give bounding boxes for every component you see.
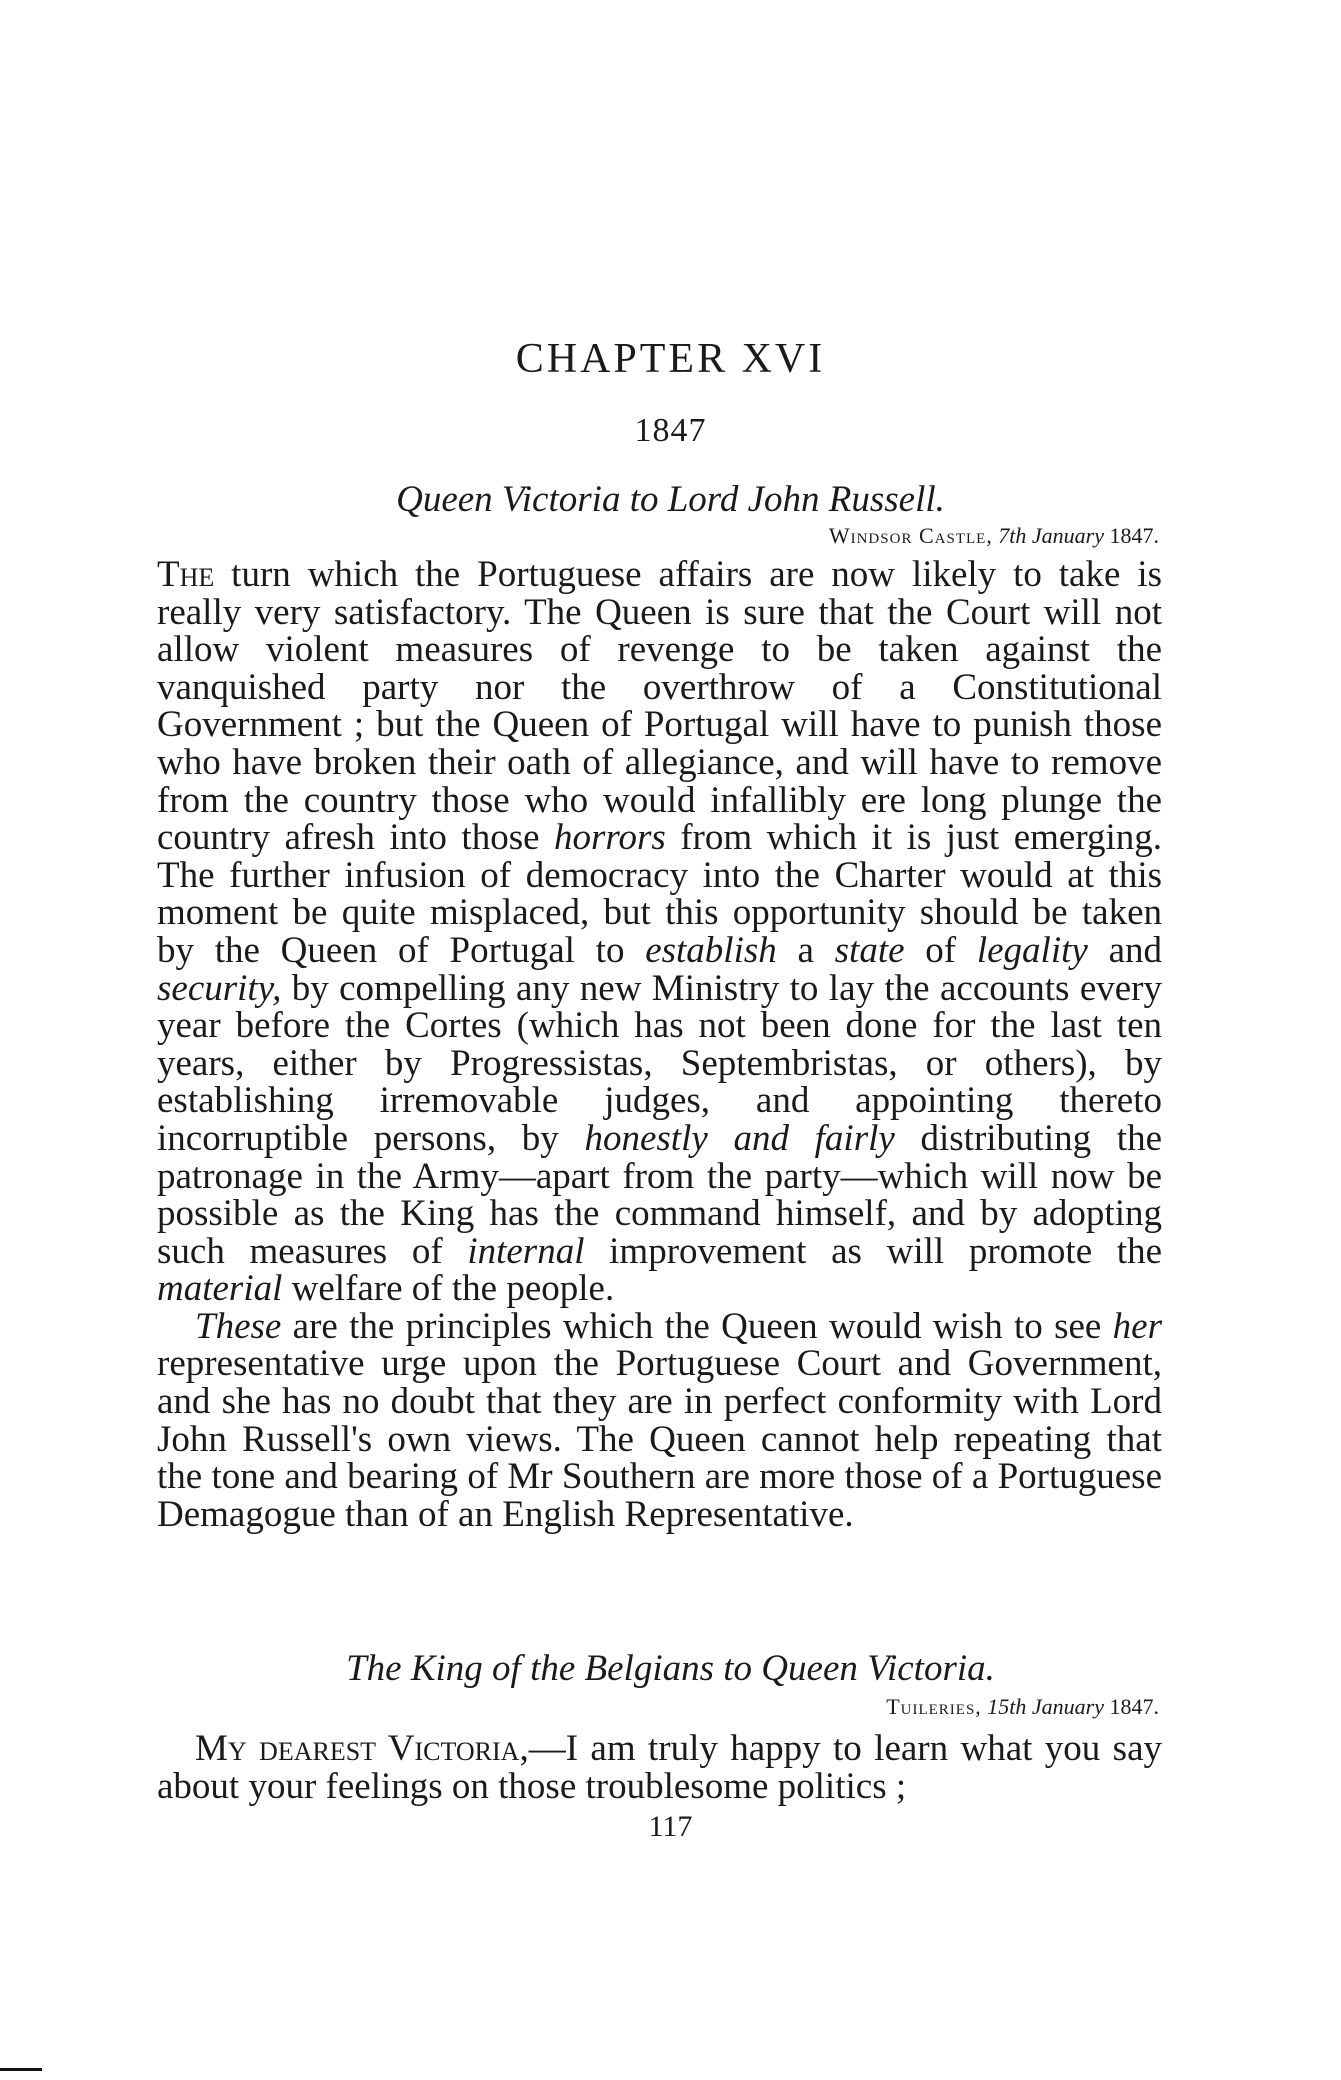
text-run: from which it is just emerging. The further infusion of democracy into the Charter would at this moment be quite misplaced, but this opportunity should be taken by the Queen of Portugal to	[157, 817, 1162, 971]
dateline-year: 1847.	[1109, 523, 1159, 548]
letter-heading: The King of the Belgians to Queen Victoria.	[346, 1648, 995, 1689]
text-run: turn which the Portuguese affairs are now likely to take is really very satisfactory. The Queen is sure that the Court will not allow violent measures of revenge to be taken against the vanquished party nor the overthrow of a Constitutional Government ; but the Queen of Portugal will have to punish those who have broken their oath of allegiance, and will have to remove from the country those who would infallibly ere long plunge the country afresh into those	[157, 554, 1162, 859]
dateline-date: 15th January	[987, 1694, 1104, 1719]
dateline-year: 1847.	[1109, 1694, 1159, 1719]
emphasis: These	[195, 1305, 282, 1347]
emphasis: security,	[157, 967, 282, 1009]
letter-dateline	[829, 523, 1159, 549]
letter-heading: Queen Victoria to Lord John Russell.	[396, 479, 945, 520]
chapter-title: CHAPTER XVI	[515, 336, 826, 382]
salutation: My dearest Victoria,	[195, 1728, 529, 1769]
text-run: distributing the patronage in the Army—apart from the party—which will now be possible as the King has the command himself, and by adopting such measures of	[157, 1117, 1163, 1272]
emphasis: material	[157, 1268, 283, 1310]
paragraph	[157, 556, 1162, 1308]
emphasis: legality	[976, 929, 1088, 971]
emphasis: her	[1112, 1305, 1162, 1347]
text-run: welfare of the people.	[282, 1268, 615, 1310]
page-number: 117	[648, 1810, 693, 1843]
text-run: and	[1087, 929, 1162, 971]
dateline-place: Windsor Castle,	[828, 523, 993, 548]
emphasis: honestly and fairly	[584, 1117, 895, 1159]
chapter-year: 1847	[634, 412, 707, 449]
margin-mark	[0, 2068, 42, 2071]
dateline-date: 7th January	[998, 523, 1104, 548]
emphasis: horrors	[554, 817, 666, 859]
paragraph-lead: The	[157, 554, 215, 595]
text-run: of	[904, 929, 977, 971]
text-run: representative urge upon the Portuguese Court and Government, and she has no doubt that they are in perfect conformity with Lord John Russell's own views. The Queen cannot help repeating that the tone and bearing of Mr Southern are more those of a Portuguese Demagogue than of an English Representative.	[157, 1343, 1162, 1535]
letter-body	[157, 556, 1162, 1533]
emphasis: establish	[645, 929, 777, 971]
text-run: a	[776, 929, 835, 971]
text-run: —I am truly happy to learn what you say about your feelings on those troublesome politics ;	[157, 1728, 1162, 1807]
paragraph	[157, 1730, 1162, 1805]
text-run: by compelling any new Ministry to lay the accounts every year before the Cortes (which has not been done for the last ten years, either by Progressistas, Septembristas, or others), by establishing irremovable judges, and appointing thereto incorruptible persons, by	[157, 967, 1162, 1159]
emphasis: state	[834, 929, 905, 971]
text-run: are the principles which the Queen would wish to see	[281, 1305, 1113, 1347]
text-run: improvement as will promote the	[584, 1230, 1162, 1272]
emphasis: internal	[467, 1230, 585, 1272]
dateline-place: Tuileries,	[886, 1694, 982, 1719]
paragraph	[157, 1305, 1162, 1535]
letter-dateline	[886, 1694, 1159, 1720]
letter-body	[157, 1730, 1162, 1805]
